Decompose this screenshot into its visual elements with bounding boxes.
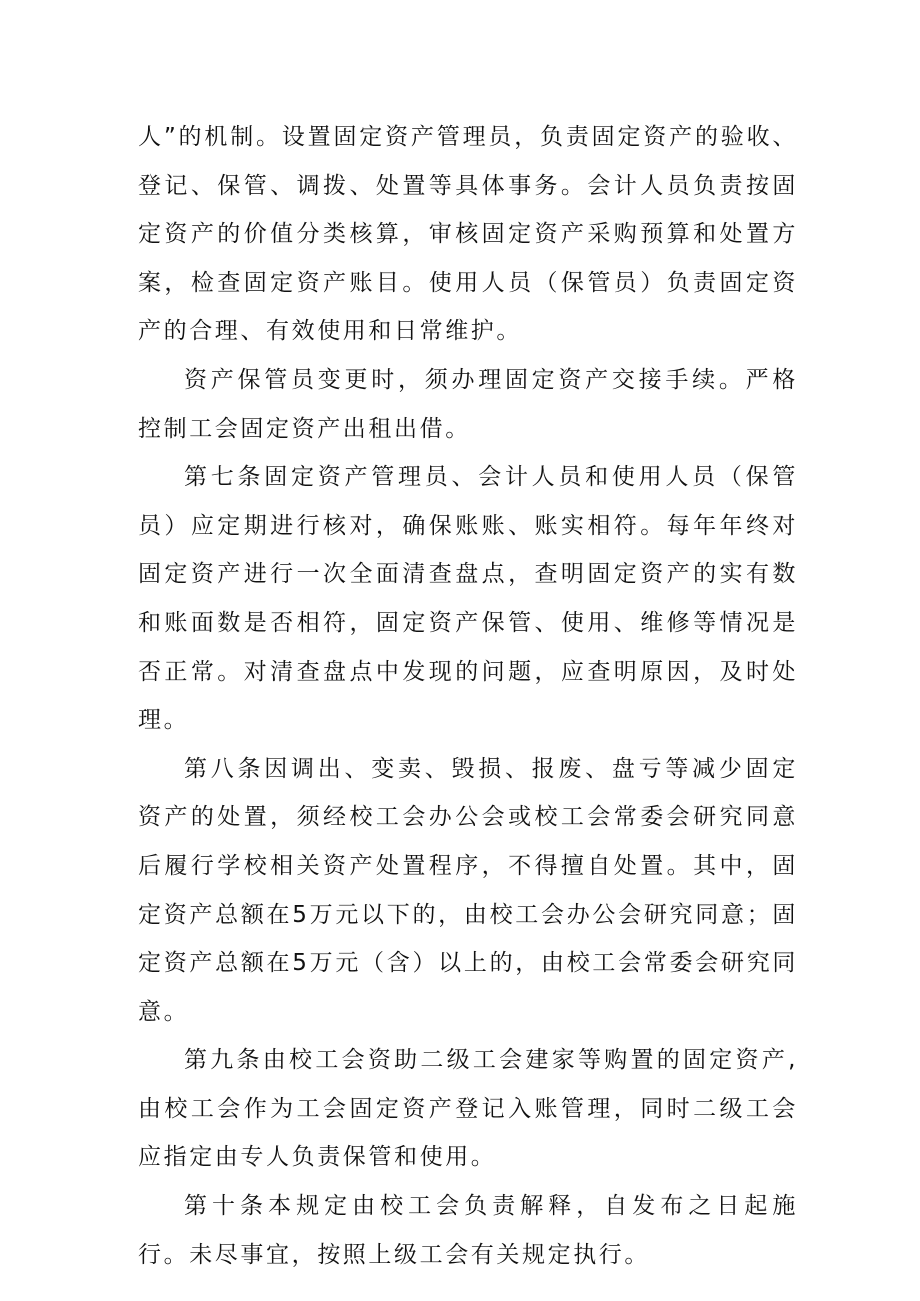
paragraph-article-8: 第八条因调出、变卖、毁损、报废、盘亏等减少固定资产的处置，须经校工会办公会或校工会常委会研究同意后履行学校相关资产处置程序，不得擅自处置。其中，固定资产总额在5万元以下的，由校工会办公会研究同意；固定资产总额在5万元（含）以上的，由校工会常委会研究同意。 xyxy=(138,755,798,1025)
paragraph-1: 人”的机制。设置固定资产管理员，负责固定资产的验收、登记、保管、调拨、处置等具体事务。会计人员负责按固定资产的价值分类核算，审核固定资产采购预算和处置方案，检查固定资产账目。使用人员（保管员）负责固定资产的合理、有效使用和日常维护。 xyxy=(138,124,798,345)
paragraph-article-7: 第七条固定资产管理员、会计人员和使用人员（保管员）应定期进行核对，确保账账、账实相符。每年年终对固定资产进行一次全面清查盘点，查明固定资产的实有数和账面数是否相符，固定资产保管、使用、维修等情况是否正常。对清查盘点中发现的问题，应查明原因，及时处理。 xyxy=(138,464,798,734)
paragraph-2: 资产保管员变更时，须办理固定资产交接手续。严格控制工会固定资产出租出借。 xyxy=(138,366,798,442)
document-body xyxy=(138,113,798,1279)
paragraph-article-9: 第九条由校工会资助二级工会建家等购置的固定资产,由校工会作为工会固定资产登记入账管理，同时二级工会应指定由专人负责保管和使用。 xyxy=(138,1047,798,1171)
paragraph-article-10: 第十条本规定由校工会负责解释，自发布之日起施行。未尽事宜，按照上级工会有关规定执行。 xyxy=(138,1193,798,1268)
